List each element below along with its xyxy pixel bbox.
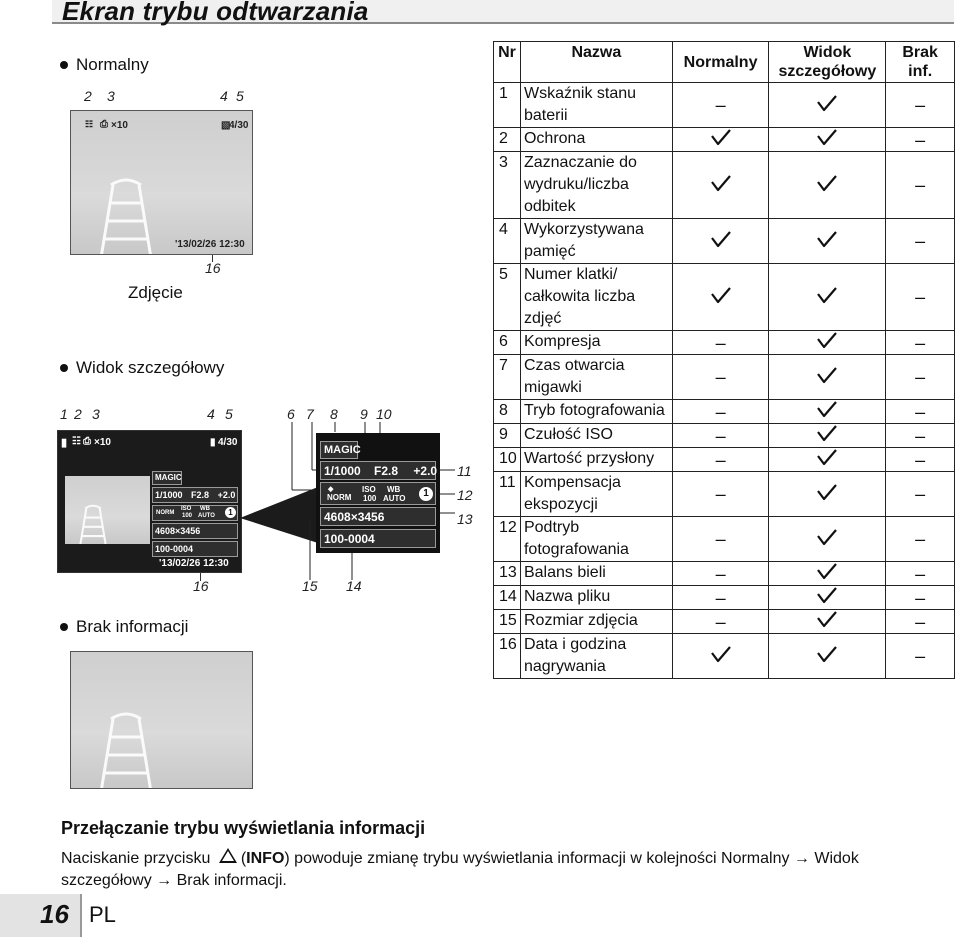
cell-detail xyxy=(769,610,886,634)
checkmark-icon xyxy=(816,94,838,112)
detail-info-panel xyxy=(150,469,240,559)
compression: NORM xyxy=(327,493,352,502)
table-header-row xyxy=(494,42,955,83)
page-title: Ekran trybu odtwarzania xyxy=(62,0,369,26)
exposure-compensation: +2.0 xyxy=(217,490,236,500)
lifeguard-tower-icon xyxy=(75,502,111,544)
protect-icon: ☷ xyxy=(72,436,81,447)
shooting-mode: MAGIC xyxy=(320,441,358,459)
row-name: Wartość przysłony xyxy=(520,448,672,472)
row-name: Czas otwarcia migawki xyxy=(520,355,672,400)
callout-5: 5 xyxy=(225,406,233,422)
bullet-detail xyxy=(60,358,224,378)
cell-normal: – xyxy=(672,448,769,472)
aperture-value: F2.8 xyxy=(374,464,399,478)
cell-normal: – xyxy=(672,586,769,610)
cell-none: – xyxy=(886,331,955,355)
file-name: 100-0004 xyxy=(320,529,436,548)
detail-view-screen xyxy=(57,430,242,573)
callout-15: 15 xyxy=(302,578,318,594)
cell-normal: – xyxy=(672,610,769,634)
bullet-none xyxy=(60,617,188,637)
checkmark-icon xyxy=(816,230,838,248)
cell-detail xyxy=(769,400,886,424)
row-name: Czułość ISO xyxy=(520,424,672,448)
print-count: ×10 xyxy=(94,437,111,448)
cell-detail xyxy=(769,586,886,610)
checkmark-icon xyxy=(816,562,838,580)
row-number: 3 xyxy=(494,152,521,219)
datetime: '13/02/26 12:30 xyxy=(159,558,229,569)
cell-detail xyxy=(769,264,886,331)
image-size: 4608×3456 xyxy=(152,523,238,539)
callout-16: 16 xyxy=(205,260,221,276)
checkmark-icon xyxy=(816,400,838,418)
table-row xyxy=(494,152,955,219)
callout-16: 16 xyxy=(193,578,209,594)
cell-detail xyxy=(769,448,886,472)
cell-normal xyxy=(672,128,769,152)
cell-none: – xyxy=(886,152,955,219)
col-detail: Widok szczegółowy xyxy=(769,42,886,83)
cell-detail xyxy=(769,219,886,264)
checkmark-icon xyxy=(710,645,732,663)
page-header xyxy=(52,0,954,24)
cell-normal: – xyxy=(672,355,769,400)
callout-2: 2 xyxy=(84,88,92,104)
table-row xyxy=(494,128,955,152)
bullet-normal xyxy=(60,55,149,75)
callout-8: 8 xyxy=(330,406,338,422)
table-row xyxy=(494,517,955,562)
row-name: Kompresja xyxy=(520,331,672,355)
callout-2: 2 xyxy=(74,406,82,422)
col-name: Nazwa xyxy=(520,42,672,83)
cell-normal: – xyxy=(672,562,769,586)
callout-10: 10 xyxy=(376,406,392,422)
page-language: PL xyxy=(89,902,116,927)
cell-none: – xyxy=(886,472,955,517)
settings-row xyxy=(320,482,436,505)
row-number: 5 xyxy=(494,264,521,331)
cell-none: – xyxy=(886,586,955,610)
callout-13: 13 xyxy=(457,511,473,527)
zoomed-info-panel xyxy=(316,433,440,553)
iso-label: ISO xyxy=(362,485,376,494)
callout-4: 4 xyxy=(220,88,228,104)
cell-normal xyxy=(672,634,769,679)
datetime: '13/02/26 12:30 xyxy=(175,239,245,250)
cell-none: – xyxy=(886,424,955,448)
checkmark-icon xyxy=(816,366,838,384)
bullet-normal-label: Normalny xyxy=(76,55,149,74)
row-number: 14 xyxy=(494,586,521,610)
callout-3: 3 xyxy=(92,406,100,422)
compression-icon: ◆ xyxy=(328,486,334,493)
table-row xyxy=(494,562,955,586)
cell-normal xyxy=(672,152,769,219)
info-button-icon xyxy=(219,848,237,863)
row-number: 1 xyxy=(494,83,521,128)
cell-none: – xyxy=(886,355,955,400)
callout-11: 11 xyxy=(457,463,472,479)
section-title: Przełączanie trybu wyświetlania informacji xyxy=(61,818,426,838)
row-name: Podtryb fotografowania xyxy=(520,517,672,562)
checkmark-icon xyxy=(816,448,838,466)
cell-none: – xyxy=(886,610,955,634)
battery-icon: ▮ xyxy=(61,437,68,449)
lifeguard-tower-icon xyxy=(91,173,161,255)
row-name: Data i godzina nagrywania xyxy=(520,634,672,679)
cell-detail xyxy=(769,634,886,679)
row-number: 4 xyxy=(494,219,521,264)
row-number: 8 xyxy=(494,400,521,424)
callout-5: 5 xyxy=(236,88,244,104)
row-name: Ochrona xyxy=(520,128,672,152)
table-row xyxy=(494,400,955,424)
wb-label: WB xyxy=(200,506,210,512)
table-row xyxy=(494,219,955,264)
instruction-text-after: ) powoduje zmianę trybu wyświetlania informacji w kolejności Normalny → Widok szczegółowy → Brak informacji. xyxy=(61,850,859,889)
iso-label: ISO xyxy=(181,506,192,512)
print-icon: ⎙ xyxy=(100,119,108,130)
print-count: ×10 xyxy=(111,120,128,131)
aperture-value: F2.8 xyxy=(191,490,210,500)
row-name: Wskaźnik stanu baterii xyxy=(520,83,672,128)
iso-value: 100 xyxy=(363,494,377,503)
exposure-row xyxy=(152,487,238,503)
table-row xyxy=(494,448,955,472)
cell-normal: – xyxy=(672,331,769,355)
frame-number: 4/30 xyxy=(218,437,238,448)
callout-14: 14 xyxy=(346,578,362,594)
cell-none: – xyxy=(886,219,955,264)
lifeguard-tower-icon xyxy=(91,707,161,789)
row-name: Kompensacja ekspozycji xyxy=(520,472,672,517)
checkmark-icon xyxy=(710,286,732,304)
instruction-text-before: Naciskanie przycisku xyxy=(61,850,211,867)
row-name: Balans bieli xyxy=(520,562,672,586)
shutter-speed: 1/1000 xyxy=(324,464,361,478)
checkmark-icon xyxy=(710,128,732,146)
iso-value: 100 xyxy=(182,513,193,519)
row-number: 13 xyxy=(494,562,521,586)
row-name: Nazwa pliku xyxy=(520,586,672,610)
submode-icon: 1 xyxy=(225,507,236,518)
cell-normal: – xyxy=(672,83,769,128)
shooting-mode: MAGIC xyxy=(152,471,182,485)
cell-none: – xyxy=(886,634,955,679)
photo-caption: Zdjęcie xyxy=(128,283,183,302)
callout-4: 4 xyxy=(207,406,215,422)
checkmark-icon xyxy=(816,586,838,604)
table-row xyxy=(494,634,955,679)
checkmark-icon xyxy=(816,528,838,546)
bullet-none-label: Brak informacji xyxy=(76,617,189,636)
image-size: 4608×3456 xyxy=(320,507,436,526)
cell-none: – xyxy=(886,448,955,472)
callout-6: 6 xyxy=(287,406,295,422)
cell-detail xyxy=(769,331,886,355)
wb-value: AUTO xyxy=(383,494,406,503)
cell-none: – xyxy=(886,83,955,128)
normal-view-photo xyxy=(70,110,253,255)
bullet-dot-icon xyxy=(60,61,68,69)
exposure-compensation: +2.0 xyxy=(413,464,438,478)
cell-normal: – xyxy=(672,400,769,424)
memory-icon: ▮ xyxy=(210,437,216,448)
checkmark-icon xyxy=(816,331,838,349)
table-body xyxy=(494,83,955,679)
checkmark-icon xyxy=(816,286,838,304)
file-name: 100-0004 xyxy=(152,541,238,557)
row-name: Wykorzystywana pamięć xyxy=(520,219,672,264)
table-row xyxy=(494,83,955,128)
bullet-detail-label: Widok szczegółowy xyxy=(76,358,225,377)
cell-normal: – xyxy=(672,424,769,448)
bullet-dot-icon xyxy=(60,364,68,372)
checkmark-icon xyxy=(710,174,732,192)
bullet-dot-icon xyxy=(60,623,68,631)
info-table xyxy=(493,41,955,679)
detail-thumbnail xyxy=(65,476,150,544)
cell-none: – xyxy=(886,517,955,562)
table-row xyxy=(494,610,955,634)
settings-row xyxy=(152,505,238,521)
memory-icon: ▧ xyxy=(221,120,231,131)
protect-icon: ☷ xyxy=(85,119,94,129)
table-row xyxy=(494,472,955,517)
compression: NORM xyxy=(156,510,175,516)
cell-none: – xyxy=(886,400,955,424)
callout-7: 7 xyxy=(306,406,314,422)
cell-detail xyxy=(769,355,886,400)
shutter-speed: 1/1000 xyxy=(155,490,183,500)
print-icon: ⎙ xyxy=(83,436,91,447)
row-number: 12 xyxy=(494,517,521,562)
cell-normal: – xyxy=(672,517,769,562)
row-number: 16 xyxy=(494,634,521,679)
page-divider xyxy=(80,894,82,937)
callout-3: 3 xyxy=(107,88,115,104)
info-key-label: INFO xyxy=(246,850,285,867)
table-row xyxy=(494,424,955,448)
row-number: 15 xyxy=(494,610,521,634)
cell-normal xyxy=(672,264,769,331)
table-row xyxy=(494,586,955,610)
submode-icon: 1 xyxy=(419,487,433,501)
table-row xyxy=(494,331,955,355)
checkmark-icon xyxy=(710,230,732,248)
no-info-photo xyxy=(70,651,253,789)
cell-none: – xyxy=(886,128,955,152)
cell-detail xyxy=(769,424,886,448)
instruction-paragraph: Naciskanie przycisku (INFO) powoduje zmianę trybu wyświetlania informacji w kolejności Normalny → Widok szczegółowy → Brak informacji. xyxy=(61,850,859,889)
col-none: Brak inf. xyxy=(886,42,955,83)
table-row xyxy=(494,355,955,400)
checkmark-icon xyxy=(816,174,838,192)
checkmark-icon xyxy=(816,645,838,663)
row-name: Rozmiar zdjęcia xyxy=(520,610,672,634)
row-name: Zaznaczanie do wydruku/liczba odbitek xyxy=(520,152,672,219)
callout-12: 12 xyxy=(457,487,473,503)
wb-label: WB xyxy=(387,485,401,494)
wb-value: AUTO xyxy=(198,513,215,519)
cell-detail xyxy=(769,128,886,152)
checkmark-icon xyxy=(816,128,838,146)
cell-detail xyxy=(769,562,886,586)
page-number: 16 xyxy=(40,899,69,929)
cell-none: – xyxy=(886,264,955,331)
row-name: Numer klatki/ całkowita liczba zdjęć xyxy=(520,264,672,331)
callout-1: 1 xyxy=(60,406,68,422)
cell-none: – xyxy=(886,562,955,586)
cell-normal xyxy=(672,219,769,264)
col-nr: Nr xyxy=(494,42,521,83)
row-number: 10 xyxy=(494,448,521,472)
row-number: 2 xyxy=(494,128,521,152)
row-number: 6 xyxy=(494,331,521,355)
exposure-row xyxy=(320,461,436,480)
callout-9: 9 xyxy=(360,406,368,422)
cell-detail xyxy=(769,517,886,562)
row-name: Tryb fotografowania xyxy=(520,400,672,424)
checkmark-icon xyxy=(816,610,838,628)
cell-detail xyxy=(769,472,886,517)
cell-detail xyxy=(769,83,886,128)
checkmark-icon xyxy=(816,483,838,501)
row-number: 11 xyxy=(494,472,521,517)
checkmark-icon xyxy=(816,424,838,442)
frame-number: 4/30 xyxy=(229,120,249,131)
row-number: 9 xyxy=(494,424,521,448)
cell-detail xyxy=(769,152,886,219)
col-normal: Normalny xyxy=(672,42,769,83)
row-number: 7 xyxy=(494,355,521,400)
table-row xyxy=(494,264,955,331)
cell-normal: – xyxy=(672,472,769,517)
